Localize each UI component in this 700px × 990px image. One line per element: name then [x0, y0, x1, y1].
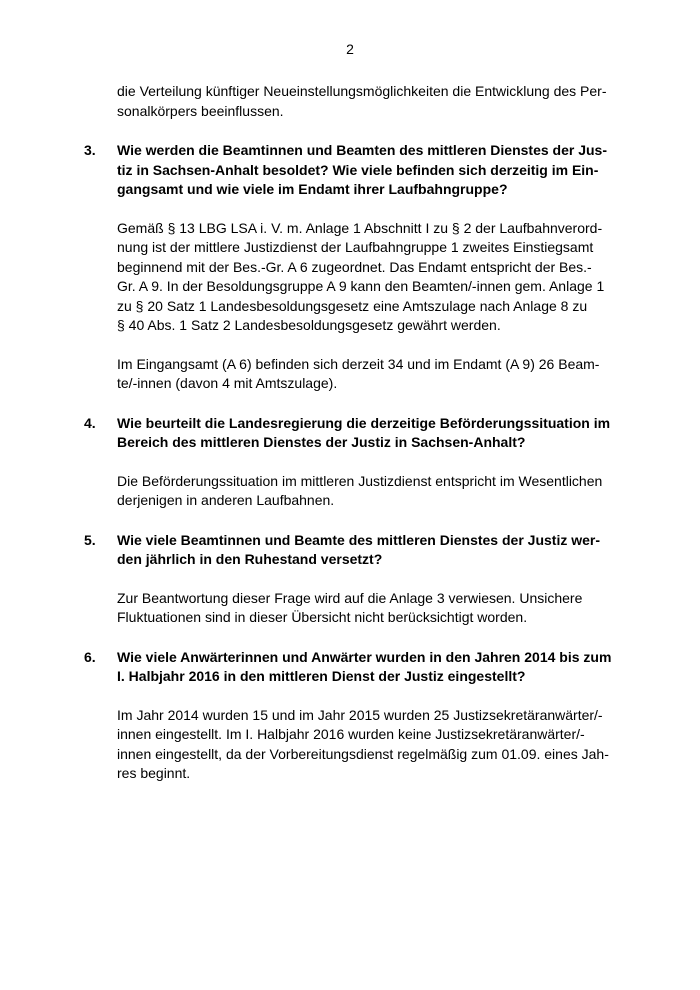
question-text: [117, 531, 616, 570]
text-line: Wie werden die Beamtinnen und Beamten des mittleren Dienstes der Jus-: [117, 142, 607, 158]
text-line: beginnend mit der Bes.-Gr. A 6 zugeordnet. Das Endamt entspricht der Bes.-: [117, 258, 592, 275]
answer-paragraph: [117, 472, 616, 511]
question-number: 3.: [84, 142, 96, 158]
question-text: [117, 141, 616, 200]
text-line: Fluktuationen sind in dieser Übersicht nicht berücksichtigt worden.: [117, 609, 528, 625]
page-number: 2: [346, 41, 354, 57]
text-line: I. Halbjahr 2016 in den mittleren Dienst der Justiz eingestellt?: [117, 668, 526, 684]
text-line: derjenigen in anderen Laufbahnen.: [117, 492, 335, 508]
text-line: den jährlich in den Ruhestand versetzt?: [117, 551, 383, 567]
text-line: Wie viele Beamtinnen und Beamte des mittleren Dienstes der Justiz wer-: [117, 531, 601, 548]
question-6: [84, 648, 616, 687]
question-number: 4.: [84, 414, 96, 431]
text-line: zu § 20 Satz 1 Landesbesoldungsgesetz eine Amtszulage nach Anlage 8 zu: [117, 297, 588, 314]
text-line: Wie beurteilt die Landesregierung die derzeitige Beförderungssituation im: [117, 414, 611, 431]
text-line: die Verteilung künftiger Neueinstellungsmöglichkeiten die Entwicklung des Per-: [117, 83, 607, 99]
text-line: Zur Beantwortung dieser Frage wird auf die Anlage 3 verwiesen. Unsichere: [117, 589, 583, 606]
text-line: innen eingestellt. Im I. Halbjahr 2016 wurden keine Justizsekretäranwärter/-: [117, 726, 585, 742]
question-number: 5.: [84, 531, 96, 548]
text-line: res beginnt.: [117, 765, 191, 781]
text-line: sonalkörpers beeinflussen.: [117, 102, 284, 119]
intro-paragraph: [117, 82, 616, 121]
text-line: Im Eingangsamt (A 6) befinden sich derzeit 34 und im Endamt (A 9) 26 Beam-: [117, 355, 600, 372]
text-line: te/-innen (davon 4 mit Amtszulage).: [117, 375, 338, 391]
text-line: Die Beförderungssituation im mittleren Justizdienst entspricht im Wesentlichen: [117, 472, 603, 489]
text-line: Gemäß § 13 LBG LSA i. V. m. Anlage 1 Abschnitt I zu § 2 der Laufbahnverord-: [117, 219, 603, 236]
document-body: [84, 82, 616, 784]
text-line: gangsamt und wie viele im Endamt ihrer Laufbahngruppe?: [117, 181, 508, 197]
text-line: Gr. A 9. In der Besoldungsgruppe A 9 kann den Beamten/-innen gem. Anlage 1: [117, 278, 605, 294]
question-3: [84, 141, 616, 200]
question-5: [84, 531, 616, 570]
text-line: nung ist der mittlere Justizdienst der Laufbahngruppe 1 zweites Einstiegsamt: [117, 239, 594, 255]
text-line: Wie viele Anwärterinnen und Anwärter wurden in den Jahren 2014 bis zum: [117, 648, 612, 665]
text-line: tiz in Sachsen-Anhalt besoldet? Wie viele befinden sich derzeitig im Ein-: [117, 161, 599, 178]
question-4: [84, 414, 616, 453]
question-text: [117, 414, 616, 453]
answer-paragraph: [117, 706, 616, 784]
text-line: Bereich des mittleren Dienstes der Justiz in Sachsen-Anhalt?: [117, 434, 526, 450]
answer-paragraph: [117, 355, 616, 394]
text-line: Im Jahr 2014 wurden 15 und im Jahr 2015 wurden 25 Justizsekretäranwärter/-: [117, 706, 603, 723]
question-number: 6.: [84, 648, 96, 665]
question-text: [117, 648, 616, 687]
text-line: § 40 Abs. 1 Satz 2 Landesbesoldungsgesetz gewährt werden.: [117, 317, 501, 333]
answer-paragraph: [117, 589, 616, 628]
text-line: innen eingestellt, da der Vorbereitungsdienst regelmäßig zum 01.09. eines Jah-: [117, 745, 609, 762]
answer-paragraph: [117, 219, 616, 336]
